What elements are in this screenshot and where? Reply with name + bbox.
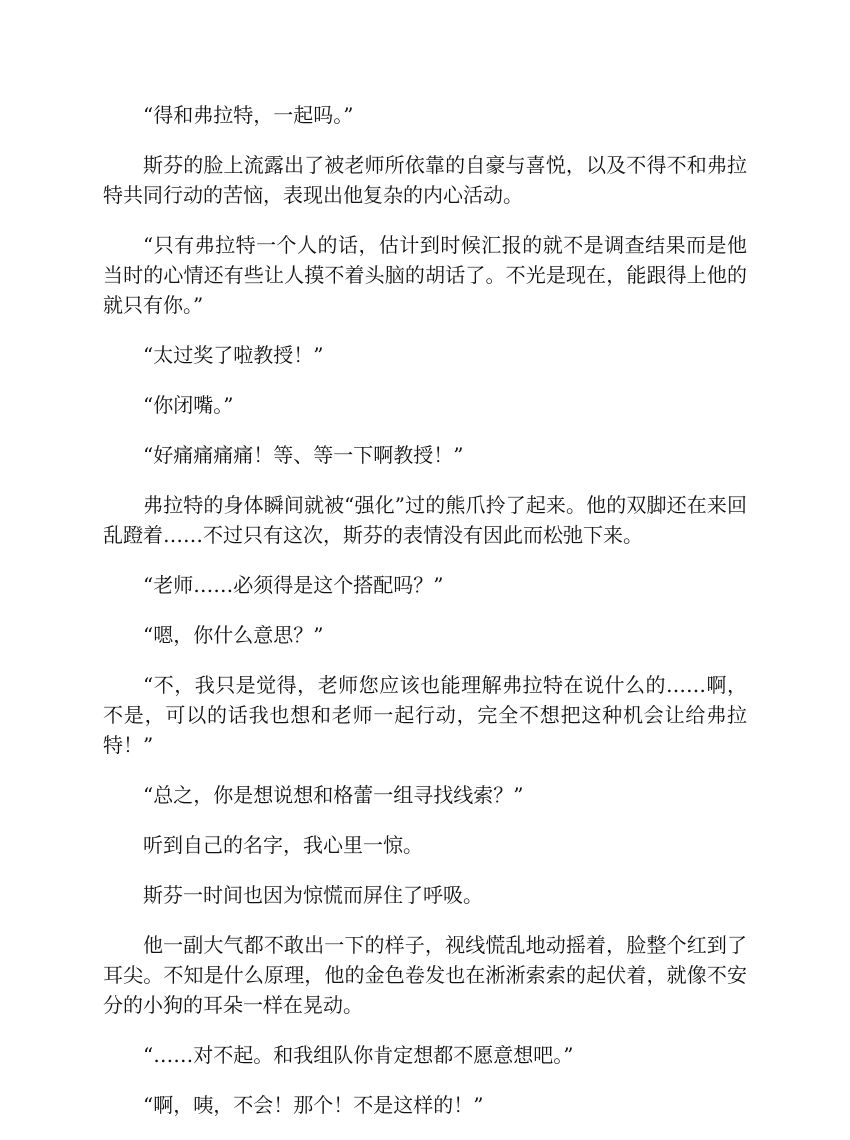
paragraph: 他一副大气都不敢出一下的样子，视线慌乱地动摇着，脸整个红到了耳尖。不知是什么原理，他的金色卷发也在淅淅索索的起伏着，就像不安分的小狗的耳朵一样在晃动。 [103,933,747,1017]
paragraph: “老师……必须得是这个搭配吗？” [143,573,444,597]
paragraph: “得和弗拉特，一起吗。” [143,103,354,127]
paragraph: “总之，你是想说想和格蕾一组寻找线索？” [143,783,524,807]
paragraph: “啊，咦，不会！那个！不是这样的！” [143,1093,484,1117]
paragraph: “好痛痛痛痛！等、等一下啊教授！” [143,443,464,467]
paragraph: “你闭嘴。” [143,393,234,417]
paragraph: “嗯，你什么意思？” [143,623,324,647]
paragraph: “……对不起。和我组队你肯定想都不愿意想吧。” [143,1043,574,1067]
paragraph: “太过奖了啦教授！” [143,343,324,367]
paragraph: 斯芬的脸上流露出了被老师所依靠的自豪与喜悦，以及不得不和弗拉特共同行动的苦恼，表现出他复杂的内心活动。 [103,153,747,207]
paragraph: 听到自己的名字，我心里一惊。 [143,833,423,857]
paragraph: 弗拉特的身体瞬间就被“强化”过的熊爪拎了起来。他的双脚还在来回乱蹬着……不过只有这次，斯芬的表情没有因此而松弛下来。 [103,493,747,547]
paragraph: “不，我只是觉得，老师您应该也能理解弗拉特在说什么的……啊，不是，可以的话我也想和老师一起行动，完全不想把这种机会让给弗拉特！” [103,673,747,757]
paragraph: “只有弗拉特一个人的话，估计到时候汇报的就不是调查结果而是他当时的心情还有些让人摸不着头脑的胡话了。不光是现在，能跟得上他的就只有你。” [103,233,747,317]
document-page [103,100,747,1140]
paragraph: 斯芬一时间也因为惊慌而屏住了呼吸。 [143,883,483,907]
